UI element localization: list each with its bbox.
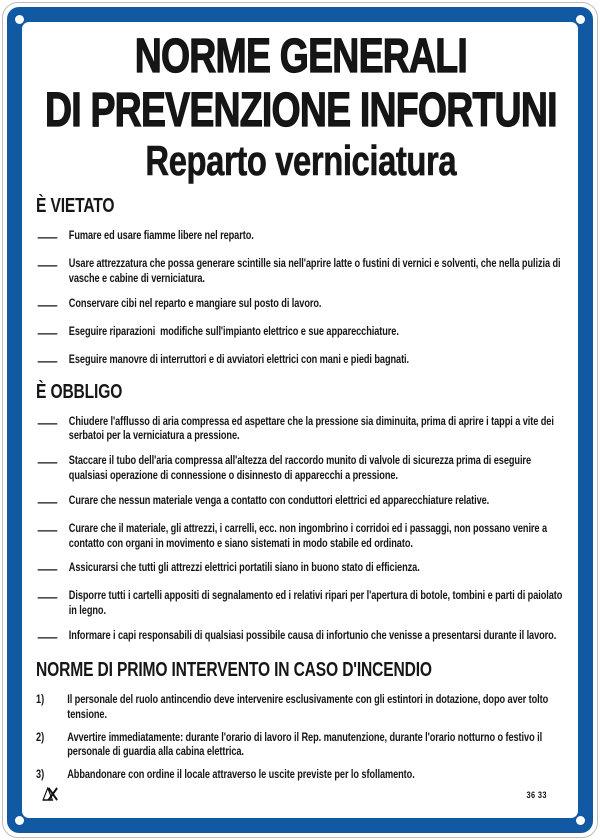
list-item (36, 453, 566, 483)
section-heading: È OBBLIGO (36, 380, 123, 403)
list-item-text: Eseguire manovre di interruttori e di avviatori elettrici con mani e piedi bagnati. (68, 351, 410, 366)
dash-bullet: — (37, 590, 58, 605)
catalog-code: 36 33 (526, 789, 547, 801)
numbered-item (36, 730, 566, 760)
sign-footer (36, 786, 566, 801)
dash-bullet: — (37, 297, 58, 312)
list-item-text: Curare che nessun materiale venga a contatto con conduttori elettrici ed apparecchiature relative. (68, 492, 490, 507)
list-item (36, 352, 566, 370)
list-item (36, 228, 566, 246)
list-item (36, 628, 566, 646)
section-obbligo (36, 380, 566, 646)
list-item (36, 296, 566, 314)
list-item (36, 414, 566, 444)
dash-bullet: — (37, 455, 58, 470)
sign-title-line2: DI PREVENZIONE INFORTUNI (44, 84, 557, 137)
dash-bullet: — (37, 325, 58, 340)
dash-bullet: — (37, 230, 58, 244)
list-item-text: Informare i capi responsabili di qualsiasi possibile causa di infortunio che venisse a presentarsi durante il lavoro. (68, 627, 557, 642)
numbered-item (36, 692, 566, 722)
list-item-text: Eseguire riparazioni modifiche sull'impianto elettrico e sue apparecchiature. (68, 323, 399, 338)
mounting-hole-icon (576, 816, 585, 825)
list-item-text: Assicurarsi che tutti gli attrezzi elettrici portatili siano in buono stato di efficienza. (68, 560, 420, 575)
list-item (36, 493, 566, 511)
numbered-item (36, 767, 566, 782)
dash-bullet: — (37, 522, 58, 537)
list-item-text: Curare che il materiale, gli attrezzi, i carrelli, ecc. non ingombrino i corridoi ed i passaggi, non possano venire a contatto con organi in movimento e siano sistemati in modo stabile ed ordinato. (68, 520, 550, 550)
item-number: 3) (36, 767, 45, 782)
list-item (36, 324, 566, 342)
section-heading: È VIETATO (36, 195, 115, 217)
item-number: 1) (36, 691, 45, 706)
list-item-text: Conservare cibi nel reparto e mangiare sul posto di lavoro. (68, 295, 322, 310)
manufacturer-logo-icon (42, 787, 58, 801)
mounting-hole-icon (15, 816, 24, 825)
list-item-text: Staccare il tubo dell'aria compressa all'altezza del raccordo munito di valvole di sicurezza prima di eseguire qualsiasi operazione di connessione o disinnesto di apparecchi a pressione. (68, 453, 534, 482)
list-item-text: Disporre tutti i cartelli appositi di segnalamento ed i relativi ripari per l'apertura di botole, tombini e parti di paiolato in legno. (68, 588, 565, 618)
list-item (36, 521, 566, 551)
list-item-text: Il personale del ruolo antincendio deve intervenire esclusivamente con gli estintori in dotazione, dopo aver tolto tensione. (67, 691, 551, 721)
dash-bullet: — (37, 494, 58, 509)
list-item (36, 256, 566, 286)
sign-content (22, 22, 578, 801)
sign-title-line1: NORME GENERALI (134, 30, 467, 83)
section-vietato (36, 194, 566, 370)
section-primo-intervento (36, 658, 566, 782)
section-heading: NORME DI PRIMO INTERVENTO IN CASO D'INCENDIO (36, 658, 432, 681)
list-item (36, 588, 566, 618)
list-item-text: Usare attrezzatura che possa generare scintille sia nell'aprire latte o fustini di vernici e solventi, che nella pulizia di vasche e cabine di verniciatura. (68, 256, 563, 285)
item-number: 2) (36, 729, 45, 744)
list-item (36, 560, 566, 578)
list-item-text: Chiudere l'afflusso di aria compressa ed aspettare che la pressione sia diminuita, prima di aprire i tappi a vite dei serbatoi per la verniciatura a pressione. (68, 413, 557, 443)
list-item-text: Fumare ed usare fiamme libere nel reparto. (68, 228, 254, 242)
dash-bullet: — (37, 562, 58, 577)
sign-subtitle: Reparto verniciatura (145, 137, 457, 184)
list-item-text: Abbandonare con ordine il locale attraverso le uscite previste per lo sfollamento. (67, 767, 415, 782)
list-item-text: Avvertire immediatamente: durante l'orario di lavoro il Rep. manutenzione, durante l'orario notturno o festivo il personale di guardia alla cabina elettrica. (67, 729, 545, 759)
title-block (36, 30, 566, 184)
dash-bullet: — (37, 415, 58, 430)
sign-panel (22, 22, 578, 818)
dash-bullet: — (37, 258, 58, 272)
dash-bullet: — (37, 629, 58, 644)
dash-bullet: — (37, 353, 58, 368)
